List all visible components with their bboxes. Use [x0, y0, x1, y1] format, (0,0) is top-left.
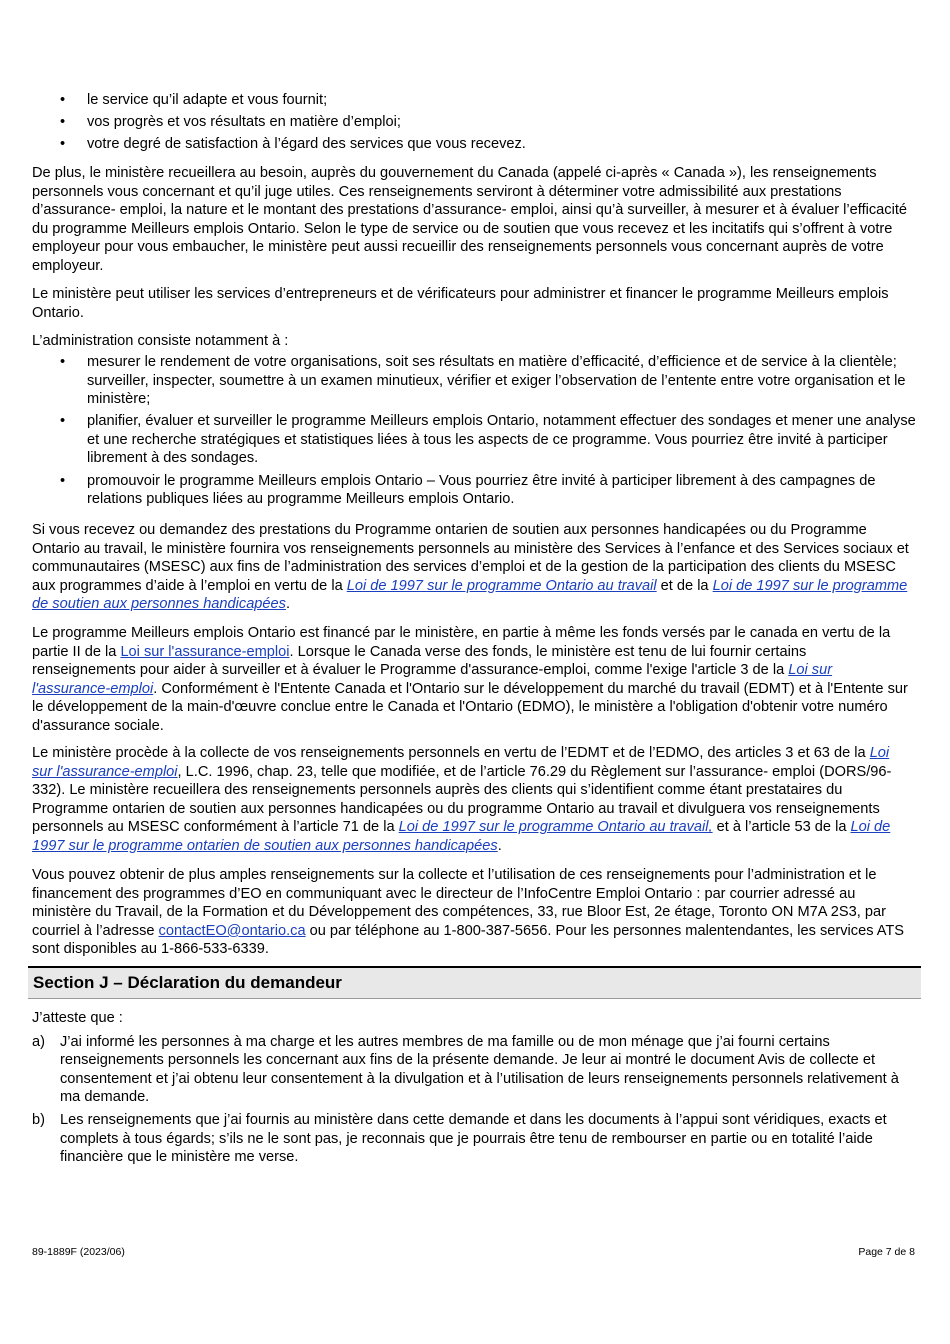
item-marker: b) — [32, 1111, 45, 1128]
page-number: Page 7 de 8 — [858, 1246, 915, 1258]
link-loi-ontario-au-travail[interactable]: Loi de 1997 sur le programme Ontario au travail — [346, 577, 657, 594]
text-run: . — [285, 596, 291, 613]
link-loi-assurance-emploi[interactable]: Loi sur l'assurance-emploi — [120, 643, 290, 660]
list-item — [32, 1111, 912, 1167]
list-item: • vos progrès et vos résultats en matière d’emploi; — [32, 113, 925, 132]
link-loi-ontarien-soutien-personnes-handicapees[interactable]: Loi de 1997 sur le programme ontarien de soutien aux personnes handicapées — [32, 819, 891, 854]
text-run: . — [497, 837, 502, 854]
service-bullet-list — [32, 91, 925, 154]
text-run: et de la — [656, 577, 713, 594]
text-run: ou par téléphone au 1-800-387-5656. Pour les personnes malentendantes, les services ATS sont disponibles au 1-866-533-6339. — [32, 922, 905, 958]
item-text: Les renseignements que j’ai fournis au ministère dans cette demande et dans les documents à l’appui sont véridiques, exacts et complets à tous égards; s’ils ne le sont pas, je reconnais que je pourrais être tenu de rembourser en partie ou en totalité l’aide financière que le ministère me verse. — [60, 1111, 887, 1166]
text-run: . Lorsque le Canada verse des fonds, le ministère est tenu de lui fournir certains renseignements pour aider à surveiller et à évaluer le Programme d'assurance-emploi, comme l'exige l'article 3 de la — [32, 643, 807, 679]
administration-intro: L’administration consiste notamment à : — [32, 333, 289, 349]
list-item: • planifier, évaluer et surveiller le programme Meilleurs emplois Ontario, notamment effectuer des sondages et mener une analyse et une recherche stratégiques et statistiques liées à tous les aspects de ce programme. Vous pourriez être invité à participer librement à des sondages. — [32, 412, 925, 468]
section-title: Section J – Déclaration du demandeur — [33, 973, 342, 992]
link-loi-soutien-personnes-handicapees[interactable]: Loi de 1997 sur le programme de soutien aux personnes handicapées — [32, 577, 908, 613]
list-item: • mesurer le rendement de votre organisations, soit ses résultats en matière d’efficacité, d’efficience et de service à la clientèle; surveiller, inspecter, soumettre à un examen minutieux, vérifier et exiger l’observation de l’entente entre votre organisation et le ministère; — [32, 353, 925, 409]
list-item — [32, 1033, 912, 1107]
link-loi-ontario-au-travail-2[interactable]: Loi de 1997 sur le programme Ontario au travail, — [398, 819, 713, 836]
list-item: • votre degré de satisfaction à l’égard des services que vous recevez. — [32, 135, 925, 154]
administration-bullet-list — [32, 353, 925, 509]
section-j-body — [32, 1009, 912, 1167]
text-run: Le programme Meilleurs emplois Ontario est financé par le ministère, en partie à même les fonds versés par le canada en vertu de la partie II de la — [32, 625, 891, 660]
attestation-list — [32, 1033, 912, 1167]
list-item: • le service qu’il adapte et vous fournit; — [32, 91, 925, 110]
paragraph-contractors: Le ministère peut utiliser les services d’entrepreneurs et de vérificateurs pour administrer et financer le programme Meilleurs emplois Ontario. — [32, 286, 889, 321]
text-run: Le ministère procède à la collecte de vos renseignements personnels en vertu de l’EDMT et de l’EDMO, des articles 3 et 63 de la — [32, 745, 870, 761]
item-marker: a) — [32, 1033, 45, 1050]
section-j-header — [28, 966, 921, 999]
text-run: . Conformément è l'Entente Canada et l'Ontario sur le développement du marché du travail (EDMT) et à l'Entente sur le développement de la main-d'œuvre conclue entre le Canada et l'Ontario (EDMO), le ministère a l'obligation d'obtenir votre numéro d'assurance sociale. — [32, 680, 908, 734]
paragraph-contact — [32, 866, 912, 959]
item-text: J’ai informé les personnes à ma charge et les autres membres de ma famille ou de mon ménage que j’ai fourni certains renseignements personnels les concernant aux fins de la présente demande. Je leur ai montré le document Avis de collecte et consentement et j’ai obtenu leur consentement à la divulgation et à l’utilisation de leurs renseignements personnels relativement à ma demande. — [60, 1033, 899, 1106]
list-item: • promouvoir le programme Meilleurs emplois Ontario – Vous pourriez être invité à participer librement à des campagnes de relations publiques liées au programme Meilleurs emplois Ontario. — [32, 472, 925, 509]
paragraph-canada: De plus, le ministère recueillera au besoin, auprès du gouvernement du Canada (appelé ci-après « Canada »), les renseignements personnels vous concernant et qu’il juge utiles. Ces renseignements serviront à déterminer votre admissibilité aux prestations d’assurance- emploi, la nature et le montant des prestations d’assurance- emploi, ainsi qu’à surveiller, à mesurer et à évaluer l’efficacité du programme Meilleurs emplois Ontario. Selon le type de service ou de soutien que vous recevez et les incitatifs qui s’offrent à votre employeur pour vous embaucher, le ministère peut aussi recueillir des renseignements personnels vous concernant auprès de votre employeur. — [32, 165, 907, 274]
link-loi-assurance-emploi-2[interactable]: Loi sur l'assurance-emploi — [32, 662, 833, 697]
form-code: 89-1889F (2023/06) — [32, 1246, 125, 1258]
text-run: et à l’article 53 de la — [712, 819, 851, 836]
paragraph-collection — [32, 744, 912, 856]
text-run: Vous pouvez obtenir de plus amples renseignements sur la collecte et l’utilisation de ces renseignements pour l’administration et le financement des programmes d’EO en communiquant avec le directeur de l’InfoCentre Emploi Ontario : par courrier adressé au ministère du Travail, de la Formation et du Développement des compétences, 33, rue Bloor Est, 2e étage, Toronto ON M7A 2S3, par courriel à l’adresse — [32, 867, 886, 939]
text-run: , L.C. 1996, chap. 23, telle que modifiée, et de l’article 76.29 du Règlement sur l’assurance- emploi (DORS/96-332). Le ministère recueillera des renseignements personnels auprès des clients qui s’identifient comme étant prestataires du Programme ontarien de soutien aux personnes handicapées ou du programme Ontario au travail et divulguera vos renseignements personnels au MSESC conformément à l’article 71 de la — [32, 763, 892, 836]
paragraph-msesc — [32, 521, 912, 614]
paragraph-funding — [32, 624, 912, 736]
text-run: Si vous recevez ou demandez des prestations du Programme ontarien de soutien aux personnes handicapées ou du Programme Ontario au travail, le ministère fournira vos renseignements personnels au ministère des Services à l’enfance et des Services sociaux et communautaires (MSESC) aux fins de l’administration des services d’emploi et de la gestion de la participation des clients du MSESC aux programmes d’aide à l’emploi en vertu de la — [32, 522, 909, 594]
link-loi-assurance-emploi-3[interactable]: Loi sur l'assurance-emploi — [32, 745, 890, 780]
attestation-intro: J’atteste que : — [32, 1010, 123, 1026]
email-link[interactable]: contactEO@ontario.ca — [158, 922, 306, 939]
